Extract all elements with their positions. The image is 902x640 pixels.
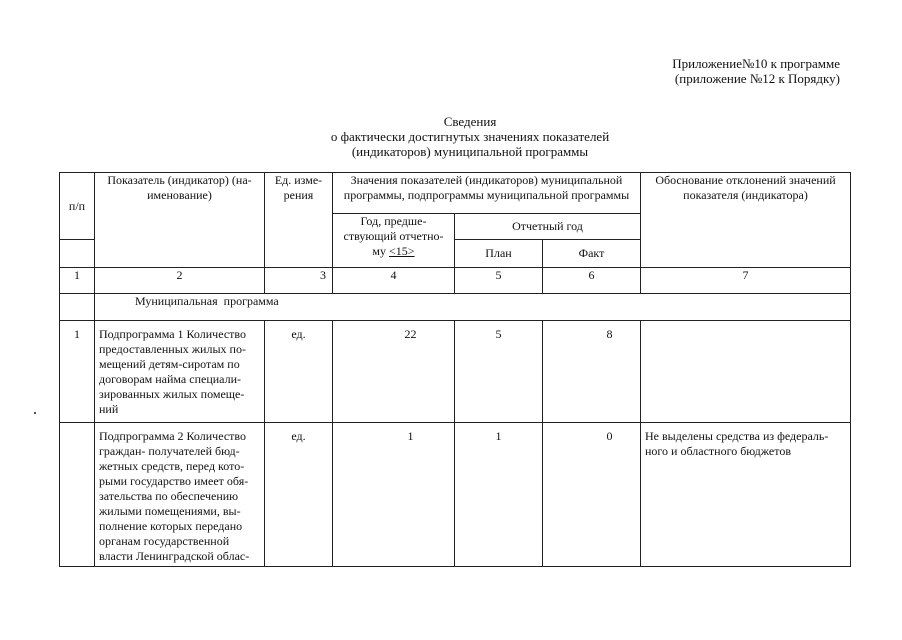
- row-1-unit: ед.: [265, 321, 333, 423]
- appendix-line-2: (приложение №12 к Порядку): [674, 71, 840, 86]
- section-row: [60, 294, 851, 321]
- row-2-prev: 1: [333, 423, 455, 567]
- appendix-note: [672, 56, 840, 86]
- section-title: Муниципальная программа: [95, 294, 851, 321]
- row-1-prev: 22: [333, 321, 455, 423]
- row-2-plan: 1: [455, 423, 543, 567]
- table-row: [60, 423, 851, 567]
- header-justification: Обоснование отклонений значений показателя (индикатора): [641, 173, 851, 268]
- header-plan: План: [455, 240, 543, 268]
- heading-line-1: Сведения: [443, 114, 497, 129]
- col-number-3: 3: [265, 268, 333, 294]
- col-number-5: 5: [455, 268, 543, 294]
- col-number-6: 6: [543, 268, 641, 294]
- row-1-plan: 5: [455, 321, 543, 423]
- header-values: Значения показателей (индикаторов) муниципальной программы, подпрограммы муниципальной программы: [333, 173, 641, 214]
- indicators-table: [59, 172, 851, 567]
- col-number-1: 1: [60, 268, 95, 294]
- row-2-fact: 0: [543, 423, 641, 567]
- row-2-indicator: Подпрограмма 2 Количество граждан- получателей бюд- жетных средств, перед кото- рыми государство имеет обя- зательства по обеспечению жилыми помещениями, вы- полнение которых передано органам государственной власти Ленинградской облас-: [95, 423, 265, 567]
- col-number-4: 4: [333, 268, 455, 294]
- col-number-2: 2: [95, 268, 265, 294]
- header-num-blank: [60, 240, 95, 268]
- row-1-indicator: Подпрограмма 1 Количество предоставленных жилых по- мещений детям-сиротам по договорам найма специали- зированных жилых помеще- ний: [95, 321, 265, 423]
- header-unit: Ед. изме- рения: [265, 173, 333, 268]
- header-fact: Факт: [543, 240, 641, 268]
- document-heading: [0, 114, 902, 159]
- heading-line-3: (индикаторов) муниципальной программы: [351, 144, 589, 159]
- header-report-year: Отчетный год: [455, 214, 641, 240]
- header-prev-year-text: Год, предше- ствующий отчетно- му: [343, 214, 444, 258]
- header-prev-year: [333, 214, 455, 268]
- heading-line-2: о фактически достигнутых значениях показателей: [330, 129, 610, 144]
- row-1-num: 1: [60, 321, 95, 423]
- footnote-ref-15: <15>: [389, 244, 415, 258]
- row-2-unit: ед.: [265, 423, 333, 567]
- section-row-num: [60, 294, 95, 321]
- row-2-num: [60, 423, 95, 567]
- col-number-7: 7: [641, 268, 851, 294]
- appendix-line-1: Приложение№10 к программе: [672, 56, 840, 71]
- row-1-fact: 8: [543, 321, 641, 423]
- header-num: п/п: [60, 173, 95, 240]
- header-indicator: Показатель (индикатор) (на- именование): [95, 173, 265, 268]
- row-1-justification: [641, 321, 851, 423]
- column-number-row: [60, 268, 851, 294]
- row-2-justification: Не выделены средства из федераль- ного и областного бюджетов: [641, 423, 851, 567]
- scan-speck: [34, 412, 36, 414]
- table-row: [60, 321, 851, 423]
